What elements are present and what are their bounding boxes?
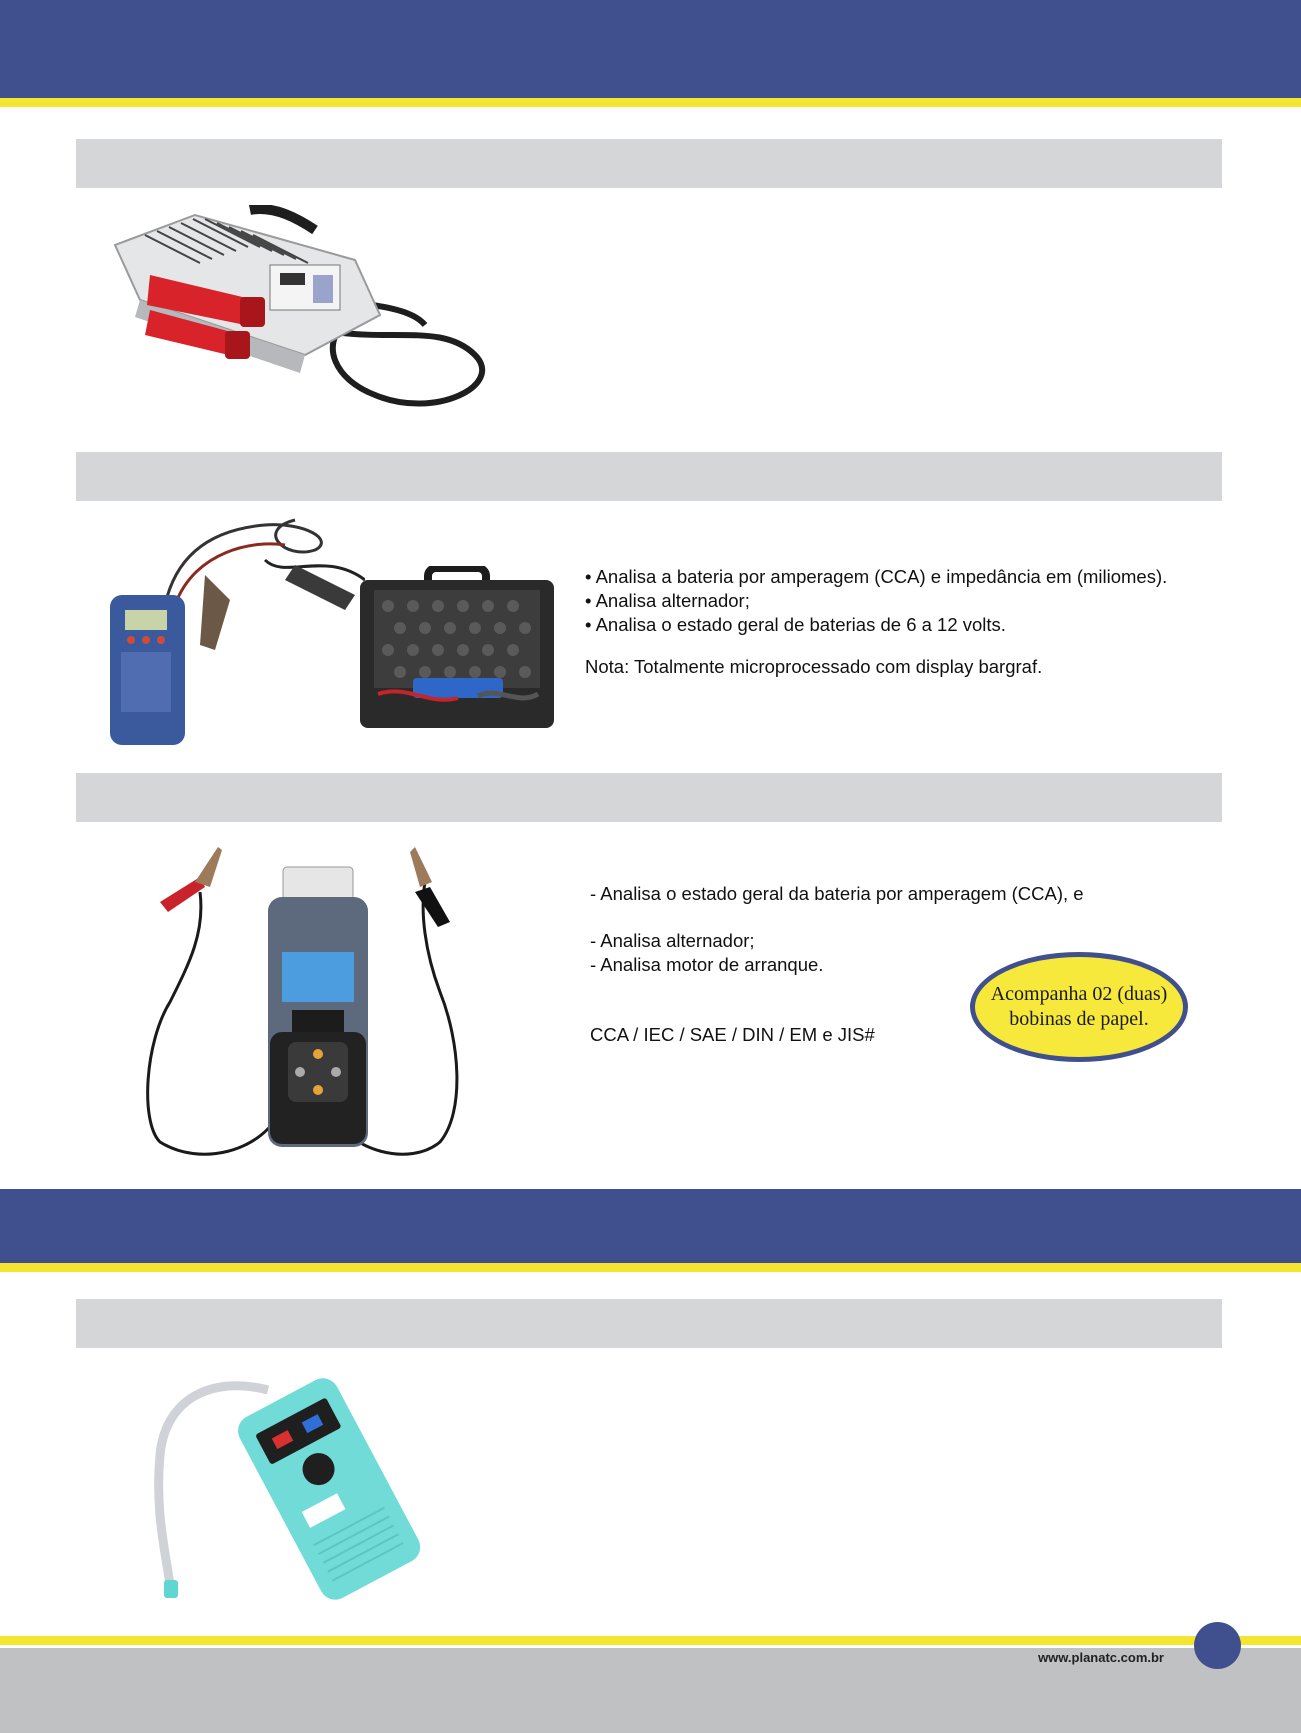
middle-yellow-stripe xyxy=(0,1263,1301,1272)
header-yellow-stripe xyxy=(0,98,1301,107)
carbon-pile-battery-tester-image xyxy=(105,205,505,435)
printer-tester-feature-item: - Analisa alternador; xyxy=(590,930,755,951)
analyzer-feature-item: • Analisa alternador; xyxy=(585,590,750,611)
header-band xyxy=(0,0,1301,98)
section-2-title-bar xyxy=(76,452,1222,501)
middle-band xyxy=(0,1189,1301,1263)
callout-line: bobinas de papel. xyxy=(1009,1008,1149,1030)
footer-yellow-stripe xyxy=(0,1636,1301,1645)
printer-tester-feature-item: - Analisa motor de arranque. xyxy=(590,954,824,975)
analyzer-feature-item: • Analisa o estado geral de baterias de 6 a 12 volts. xyxy=(585,614,1006,635)
refrigerant-leak-detector-image xyxy=(150,1370,450,1605)
analyzer-note: Nota: Totalmente microprocessado com display bargraf. xyxy=(585,656,1043,677)
supported-standards: CCA / IEC / SAE / DIN / EM e JIS# xyxy=(590,1024,875,1045)
printer-tester-feature-item: - Analisa o estado geral da bateria por amperagem (CCA), e xyxy=(590,883,1084,904)
analyzer-feature-item: • Analisa a bateria por amperagem (CCA) e impedância em (miliomes). xyxy=(585,566,1168,587)
digital-battery-analyzer-image xyxy=(105,510,365,750)
battery-tester-with-printer-image xyxy=(140,842,480,1167)
analyzer-feature-list xyxy=(585,565,1225,679)
section-4-title-bar xyxy=(76,1299,1222,1348)
carrying-case-image xyxy=(358,566,556,730)
page-number-circle xyxy=(1194,1622,1241,1669)
section-1-title-bar xyxy=(76,139,1222,188)
callout-line: Acompanha 02 (duas) xyxy=(990,983,1168,1005)
website-link[interactable]: www.planatc.com.br xyxy=(1038,1650,1164,1665)
paper-rolls-callout xyxy=(970,952,1188,1062)
section-3-title-bar xyxy=(76,773,1222,822)
